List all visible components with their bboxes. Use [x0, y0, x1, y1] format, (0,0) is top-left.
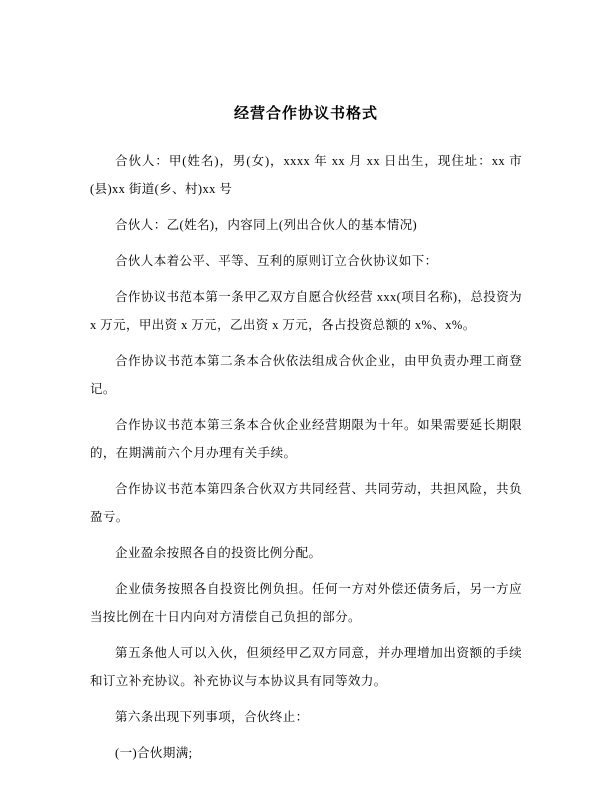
- clause-5-paragraph: 第五条他人可以入伙，但须经甲乙双方同意，并办理增加出资额的手续和订立补充协议。补充协议与本协议具有同等效力。: [90, 646, 522, 688]
- clause-4-paragraph: 合作协议书范本第四条合伙双方共同经营、共同劳动，共担风险，共负盈亏。: [90, 482, 522, 524]
- debt-liability-paragraph: 企业债务按照各自投资比例负担。任何一方对外偿还债务后，另一方应当按比例在十日内向对方清偿自己负担的部分。: [90, 582, 522, 624]
- clause-3-paragraph: 合作协议书范本第三条本合伙企业经营期限为十年。如果需要延长期限的，在期满前六个月办理有关手续。: [90, 418, 522, 460]
- document-title: 经营合作协议书格式: [233, 106, 378, 122]
- principles-paragraph: 合伙人本着公平、平等、互利的原则订立合伙协议如下：: [115, 254, 438, 268]
- clause-6-paragraph: 第六条出现下列事项，合伙终止：: [115, 710, 309, 724]
- partner-a-paragraph: 合伙人：甲(姓名)，男(女)，xxxx 年 xx 月 xx 日出生，现住址：xx 市(县)xx 街道(乡、村)xx 号: [90, 154, 522, 196]
- termination-item-1-paragraph: (一)合伙期满;: [115, 746, 193, 760]
- profit-distribution-paragraph: 企业盈余按照各自的投资比例分配。: [115, 546, 322, 560]
- partner-b-paragraph: 合伙人：乙(姓名)，内容同上(列出合伙人的基本情况): [115, 218, 418, 232]
- clause-2-paragraph: 合作协议书范本第二条本合伙依法组成合伙企业，由甲负责办理工商登记。: [90, 354, 522, 396]
- clause-1-paragraph: 合作协议书范本第一条甲乙双方自愿合伙经营 xxx(项目名称)，总投资为 x 万元，甲出资 x 万元，乙出资 x 万元，各占投资总额的 x%、x%。: [90, 290, 522, 332]
